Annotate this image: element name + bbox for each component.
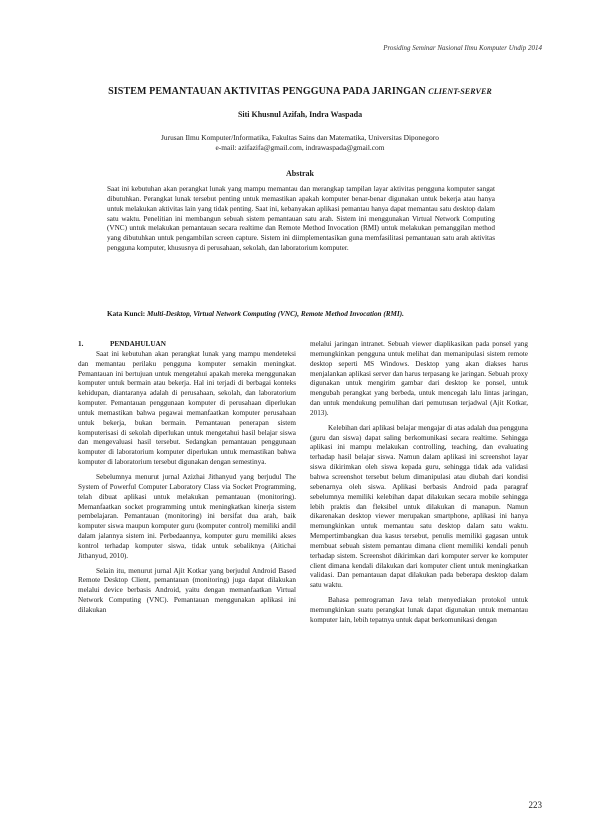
page-number: 223	[528, 800, 542, 810]
paragraph: Saat ini kebutuhan akan perangkat lunak yang mampu mendeteksi dan memantau perilaku pengguna komputer semakin meningkat. Pemantauan ini bertujuan untuk mengetahui apakah mereka menggunakan komputer untuk bermain atau bekerja. Hal ini terjadi di berbagai konteks kehidupan, diantaranya adalah di perusahaan, sekolah, dan laboratorium komputer. Pemantauan penggunaan komputer di perusahaan diperlukan untuk memastikan bahwa pegawai memanfaatkan komputer perusahaan untuk bekerja, bukan bermain. Pemantauan penerapan sistem komputerisasi di sekolah diperlukan untuk mengetahui hasil belajar siswa dan mengevaluasi hasil tersebut. Sedangkan pemantauan penggunaan komputer di laboratorium komputer diperlukan untuk memastikan bahwa komputer di laboratorium tersebut digunakan dengan semestinya.	[78, 349, 296, 467]
paragraph: Sebelumnya menurut jurnal Azizhai Jithanyud yang berjudul The System of Powerful Computer Laboratory Class via Socket Programming, telah dibuat aplikasi untuk melakukan pemantauan (monitoring). Memanfaatkan socket programming untuk meningkatkan kinerja sistem pembelajaran. Pemantauan (monitoring) ini bersifat dua arah, baik komputer siswa maupun komputer guru (komputer control) memiliki andil dalam jalannya sistem ini. Perbedaannya, komputer guru memiliki akses kontrol terhadap komputer siswa, tidak untuk sebaliknya (Aitichai Jithanyud, 2010).	[78, 472, 296, 560]
keywords-label: Kata Kunci:	[107, 310, 146, 318]
paragraph: Kelebihan dari aplikasi belajar mengajar di atas adalah dua pengguna (guru dan siswa) dapat saling berkomunikasi secara realtime. Sehingga aplikasi ini mampu melakukan controlling, teaching, dan evaluating terhadap hasil belajar siswa. Namun dalam aplikasi ini screenshot layar siswa dikirimkan oleh siswa kepada guru, sehingga tidak ada validasi bahwa screenshot tersebut belum dimanipulasi atau diubah dari kondisi sebenarnya oleh siswa. Aplikasi berbasis Android pada paragraf sebelumnya memiliki kelebihan dapat dilakukan secara mobile sehingga lebih praktis dan fleksibel untuk dilakukan di manapun. Namun dikarenakan desktop viewer merupakan smartphone, aplikasi ini hanya memungkinkan untuk memantau satu desktop dalam satu waktu. Mempertimbangkan dua kasus tersebut, penulis memiliki gagasan untuk membuat sebuah sistem pemantau dimana client memiliki kendali penuh terhadap sistem. Screenshot dikirimkan dari komputer server ke komputer client dimana kendali dilakukan dari komputer client untuk meningkatkan validasi. Dan pemantauan dapat dilakukan pada beberapa desktop dalam satu waktu.	[310, 423, 528, 590]
paper-title-italic: CLIENT-SERVER	[428, 87, 492, 96]
affiliation	[60, 133, 540, 153]
abstract-heading: Abstrak	[285, 169, 314, 178]
section-number: 1.	[78, 340, 84, 348]
paragraph: Bahasa pemrograman Java telah menyediakan protokol untuk memungkinkan suatu perangkat lunak dapat digunakan untuk memantau komputer lain, lebih tepatnya untuk dapat berkomunikasi dengan	[310, 596, 528, 624]
right-column	[310, 340, 528, 631]
section-heading	[78, 340, 296, 350]
section-title: PENDAHULUAN	[110, 340, 166, 348]
paper-title-main: SISTEM PEMANTAUAN AKTIVITAS PENGGUNA PADA JARINGAN	[108, 86, 426, 97]
keywords-text: Multi-Desktop, Virtual Network Computing (VNC), Remote Method Invocation (RMI).	[146, 310, 404, 318]
left-column	[78, 340, 296, 621]
keywords	[107, 309, 495, 319]
affiliation-line: Jurusan Ilmu Komputer/Informatika, Fakultas Sains dan Matematika, Universitas Diponegoro	[161, 133, 439, 142]
email-line: e-mail: azifazifa@gmail.com, indrawaspada@gmail.com	[215, 143, 385, 152]
authors: Siti Khusnul Azifah, Indra Waspada	[237, 110, 363, 119]
paper-title	[60, 86, 540, 97]
paragraph: Selain itu, menurut jurnal Ajit Kotkar yang berjudul Android Based Remote Desktop Client, pemantauan (monitoring) juga dapat dilakukan melalui device berbasis Android, yaitu dengan memanfaatkan Virtual Network Computing (VNC). Pemantauan menggunakan aplikasi ini dilakukan	[78, 566, 296, 614]
paragraph: melalui jaringan intranet. Sebuah viewer diaplikasikan pada ponsel yang memungkinkan pengguna untuk melihat dan memanipulasi sistem remote desktop seperti MS Windows. Desktop yang akan diakses harus menjalankan aplikasi server dan harus terpasang ke jaringan. Sebuah proxy digunakan untuk mengirim gambar dari desktop ke ponsel, untuk mengubah perangkat yang berbeda, untuk mencegah lalu lintas jaringan, dan untuk mendukung pemulihan dari pemutusan terjadwal (Ajit Kotkar, 2013).	[310, 340, 528, 417]
abstract-body: Saat ini kebutuhan akan perangkat lunak yang mampu memantau dan merangkap tampilan layar aktivitas pengguna komputer sangat dibutuhkan. Perangkat lunak tersebut penting untuk memastikan apakah komputer benar-benar digunakan untuk bekerja atau hanya untuk melakukan aktivitas lain yang tidak penting. Saat ini, kebanyakan aplikasi pemantau hanya dapat memantau satu desktop dalam satu waktu. Penelitian ini membangun sebuah sistem pemantauan satu arah. Sistem ini menggunakan Virtual Network Computing (VNC) untuk melakukan pemantauan secara realtime dan Remote Method Invocation (RMI) untuk melakukan pemanggilan method yang dibutuhkan untuk pengambilan screen capture. Sistem ini diimplementasikan guna memfasilitasi pemantauan satu arah aktivitas pengguna komputer, khususnya di perusahaan, sekolah, dan laboratorium komputer.	[107, 185, 495, 253]
running-header: Prosiding Seminar Nasional Ilmu Komputer Undip 2014	[383, 44, 542, 52]
